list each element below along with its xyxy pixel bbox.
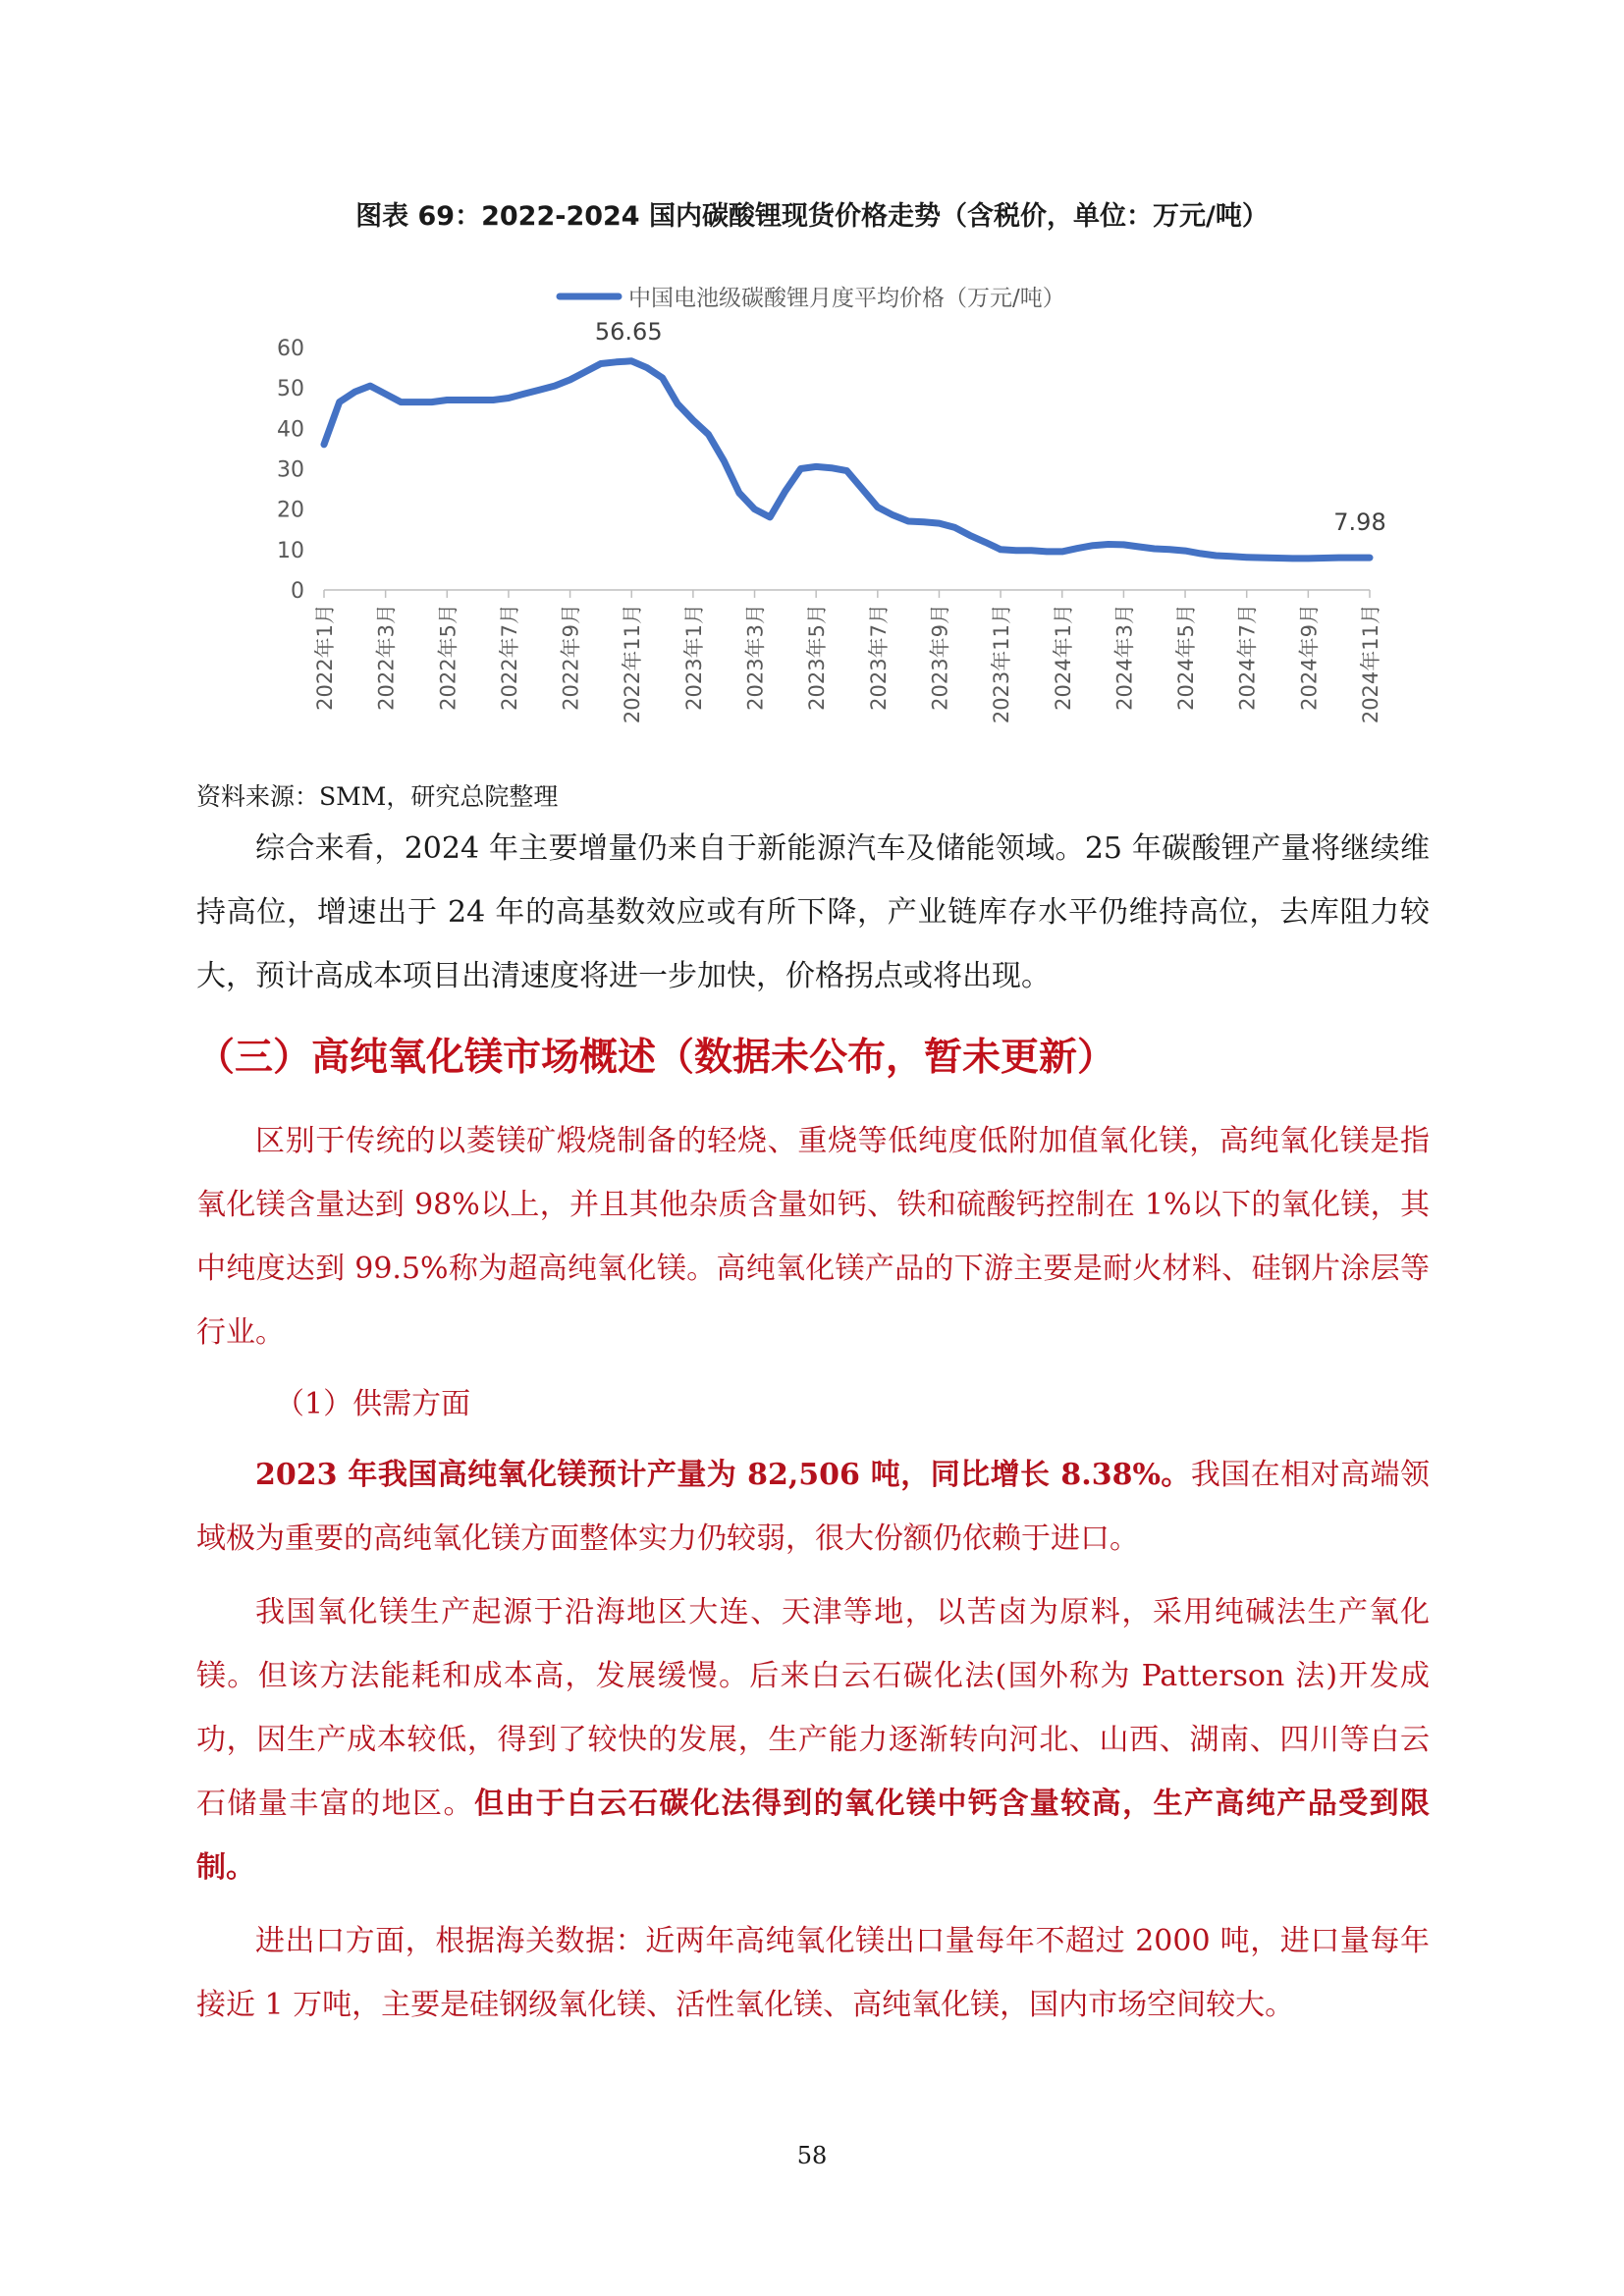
output-highlight: 2023 年我国高纯氧化镁预计产量为 82,506 吨，同比增长 8.38%。 [255,1458,1191,1492]
x-tick-label: 2024年11月 [1359,604,1382,724]
x-tick-label: 2024年3月 [1112,604,1137,711]
x-tick-label: 2022年9月 [559,604,583,711]
y-tick-label: 60 [277,337,304,361]
y-tick-label: 50 [277,377,304,402]
lithium-price-chart [277,265,1394,756]
history-highlight: 但由于白云石碳化法得到的氧化镁中钙含量较高，生产高纯产品受到限制。 [196,1787,1431,1885]
x-tick-label: 2022年5月 [436,604,460,711]
price-series-line [324,361,1370,559]
x-tick-label: 2023年1月 [681,604,706,711]
y-tick-label: 30 [277,457,304,483]
section-heading: （三）高纯氧化镁市场概述（数据未公布，暂未更新） [196,1036,1116,1080]
paragraph-definition: 区别于传统的以菱镁矿煅烧制备的轻烧、重烧等低纯度低附加值氧化镁，高纯氧化镁是指氧化镁含量达到 98%以上，并且其他杂质含量如钙、铁和硫酸钙控制在 1%以下的氧化镁，其中纯度达到 99.5%称为超高纯氧化镁。高纯氧化镁产品的下游主要是耐火材料、硅钢片涂层等行业。 [196,1124,1430,1350]
y-tick-label: 10 [277,538,304,563]
chart-caption: 图表 69：2022-2024 国内碳酸锂现货价格走势（含税价，单位：万元/吨） [355,201,1269,232]
subheading-supply-demand: （1）供需方面 [275,1387,471,1421]
paragraph-summary: 综合来看，2024 年主要增量仍来自于新能源汽车及储能领域。25 年碳酸锂产量将继续维持高位，增速出于 24 年的高基数效应或有所下降，产业链库存水平仍维持高位，去库阻力较大，预计高成本项目出清速度将进一步加快，价格拐点或将出现。 [196,831,1430,993]
x-tick-label: 2023年11月 [990,604,1014,724]
x-tick-label: 2022年3月 [374,604,399,711]
annotation-last: 7.98 [1333,508,1386,537]
y-tick-label: 0 [291,579,304,604]
x-tick-label: 2024年9月 [1297,604,1322,711]
x-tick-label: 2023年3月 [743,604,768,711]
source-note: 资料来源：SMM，研究总院整理 [196,782,559,811]
x-tick-label: 2022年11月 [621,604,645,724]
history-text: 我国氧化镁生产起源于沿海地区大连、天津等地，以苦卤为原料，采用纯碱法生产氧化镁。但该方法能耗和成本高，发展缓慢。后来白云石碳化法(国外称为 Patterson 法)开发成功，因生产成本较低，得到了较快的发展，生产能力逐渐转向河北、山西、湖南、四川等白云石储量丰富的地区。 [196,1595,1430,1821]
page-number: 58 [796,2142,828,2169]
chart-legend [560,286,1065,311]
x-tick-label: 2023年5月 [805,604,830,711]
x-tick-label: 2024年1月 [1051,604,1075,711]
x-tick-label: 2022年1月 [313,604,337,711]
paragraph-import-export: 进出口方面，根据海关数据：近两年高纯氧化镁出口量每年不超过 2000 吨，进口量每年接近 1 万吨，主要是硅钢级氧化镁、活性氧化镁、高纯氧化镁，国内市场空间较大。 [196,1924,1430,2022]
legend-label: 中国电池级碳酸锂月度平均价格（万元/吨） [628,286,1065,311]
x-tick-label: 2024年5月 [1174,604,1199,711]
output-text: 我国在相对高端领域极为重要的高纯氧化镁方面整体实力仍较弱，很大份额仍依赖于进口。 [196,1458,1430,1556]
annotation-max: 56.65 [594,317,663,346]
paragraph-output [196,1443,1430,1571]
x-tick-label: 2022年7月 [497,604,521,711]
y-tick-label: 20 [277,498,304,523]
x-tick-label: 2024年7月 [1235,604,1260,711]
y-tick-label: 40 [277,417,304,443]
x-tick-label: 2023年7月 [866,604,891,711]
paragraph-production-history [196,1580,1430,1899]
x-tick-label: 2023年9月 [928,604,952,711]
